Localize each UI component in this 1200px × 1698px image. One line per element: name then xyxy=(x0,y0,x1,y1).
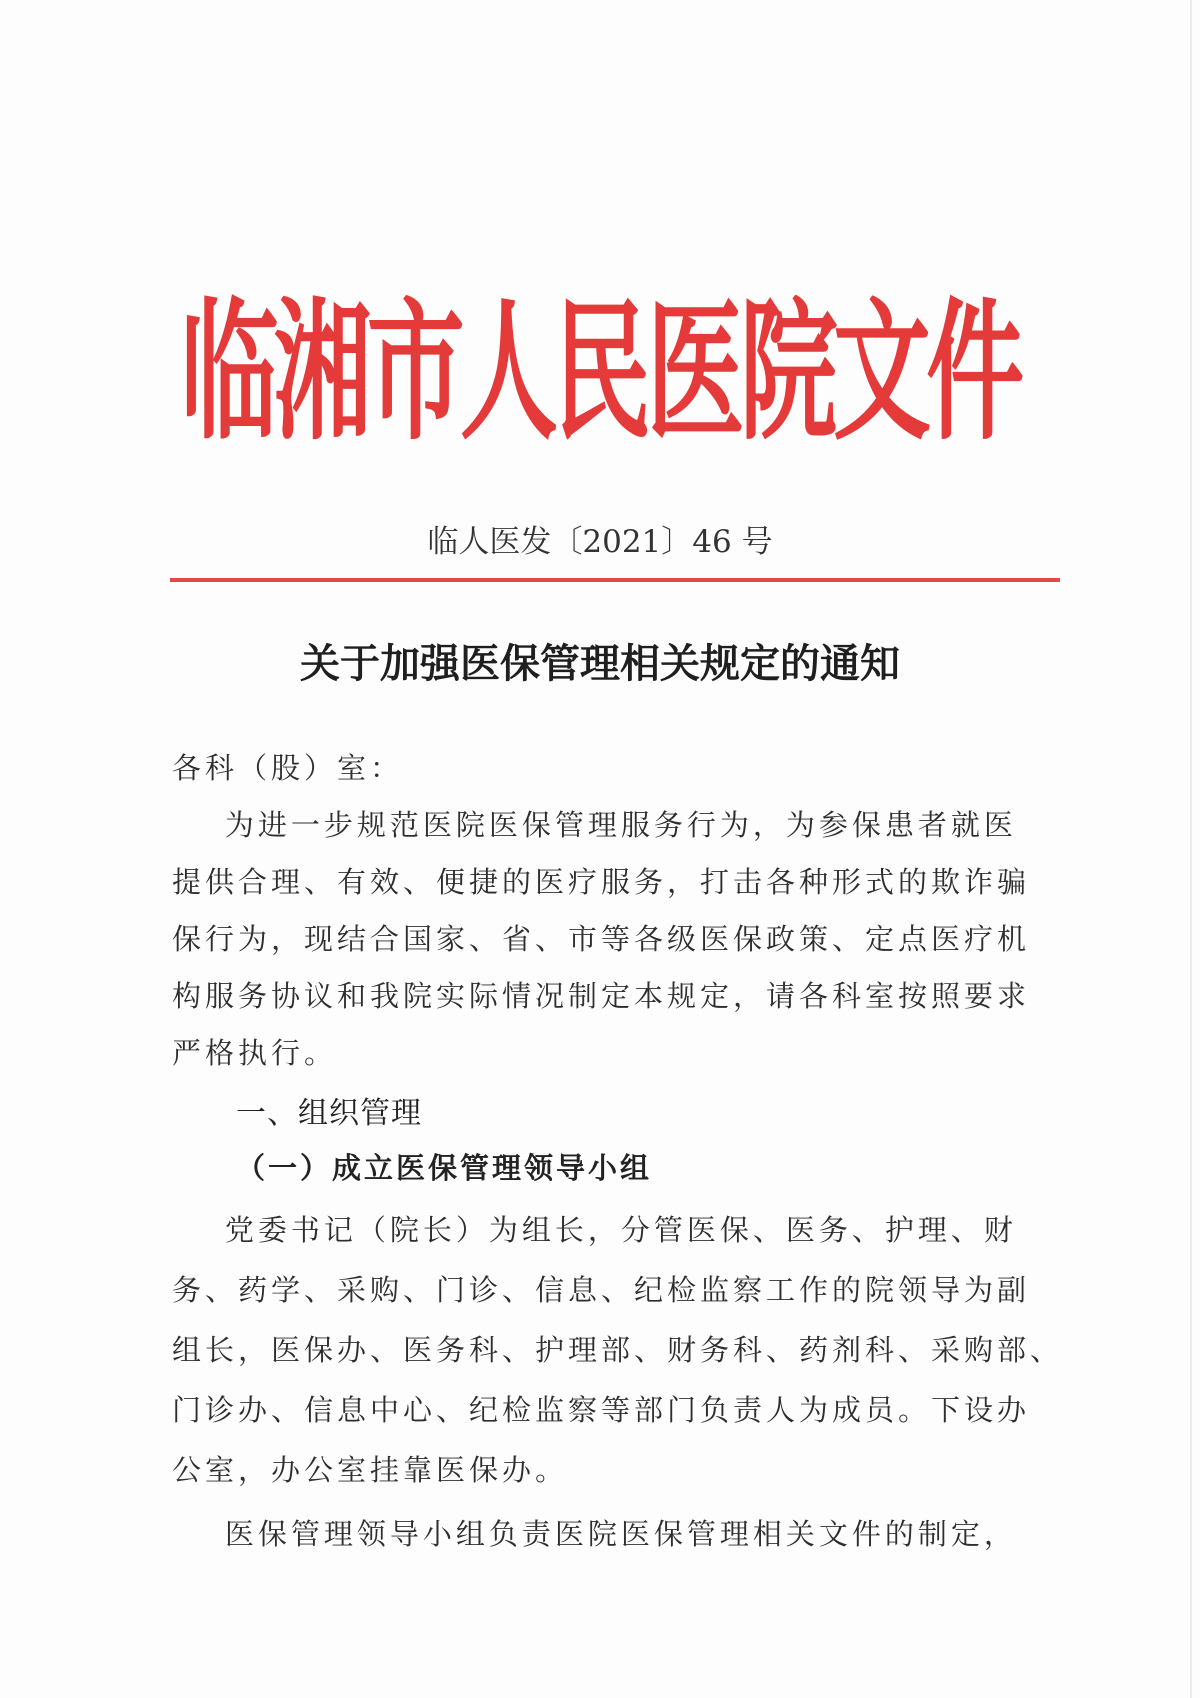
body-line: 医保管理领导小组负责医院医保管理相关文件的制定， xyxy=(172,1517,1017,1551)
intro-line: 严格执行。 xyxy=(172,1036,338,1070)
intro-line: 提供合理、有效、便捷的医疗服务，打击各种形式的欺诈骗 xyxy=(172,865,1031,899)
intro-line: 构服务协议和我院实际情况制定本规定，请各科室按照要求 xyxy=(172,979,1031,1013)
salutation: 各科（股）室： xyxy=(172,751,404,785)
body-line: 务、药学、采购、门诊、信息、纪检监察工作的院领导为副 xyxy=(172,1273,1031,1307)
intro-line: 保行为，现结合国家、省、市等各级医保政策、定点医疗机 xyxy=(172,922,1031,956)
body-line: 门诊办、信息中心、纪检监察等部门负责人为成员。下设办 xyxy=(172,1393,1031,1427)
body-line: 组长，医保办、医务科、护理部、财务科、药剂科、采购部、 xyxy=(172,1333,1064,1367)
masthead-title: 临湘市人民医院文件 xyxy=(180,284,1020,462)
section-heading: 一、组织管理 xyxy=(236,1096,422,1131)
body-line: 党委书记（院长）为组长，分管医保、医务、护理、财 xyxy=(172,1213,1017,1247)
red-separator-rule xyxy=(170,578,1060,582)
subsection-heading: （一）成立医保管理领导小组 xyxy=(236,1151,653,1185)
page-edge-line xyxy=(1190,0,1192,1698)
intro-line: 为进一步规范医院医保管理服务行为，为参保患者就医 xyxy=(172,808,1017,842)
document-number: 临人医发〔2021〕46 号 xyxy=(427,524,773,560)
notice-title: 关于加强医保管理相关规定的通知 xyxy=(300,641,900,687)
body-line: 公室，办公室挂靠医保办。 xyxy=(172,1453,569,1487)
